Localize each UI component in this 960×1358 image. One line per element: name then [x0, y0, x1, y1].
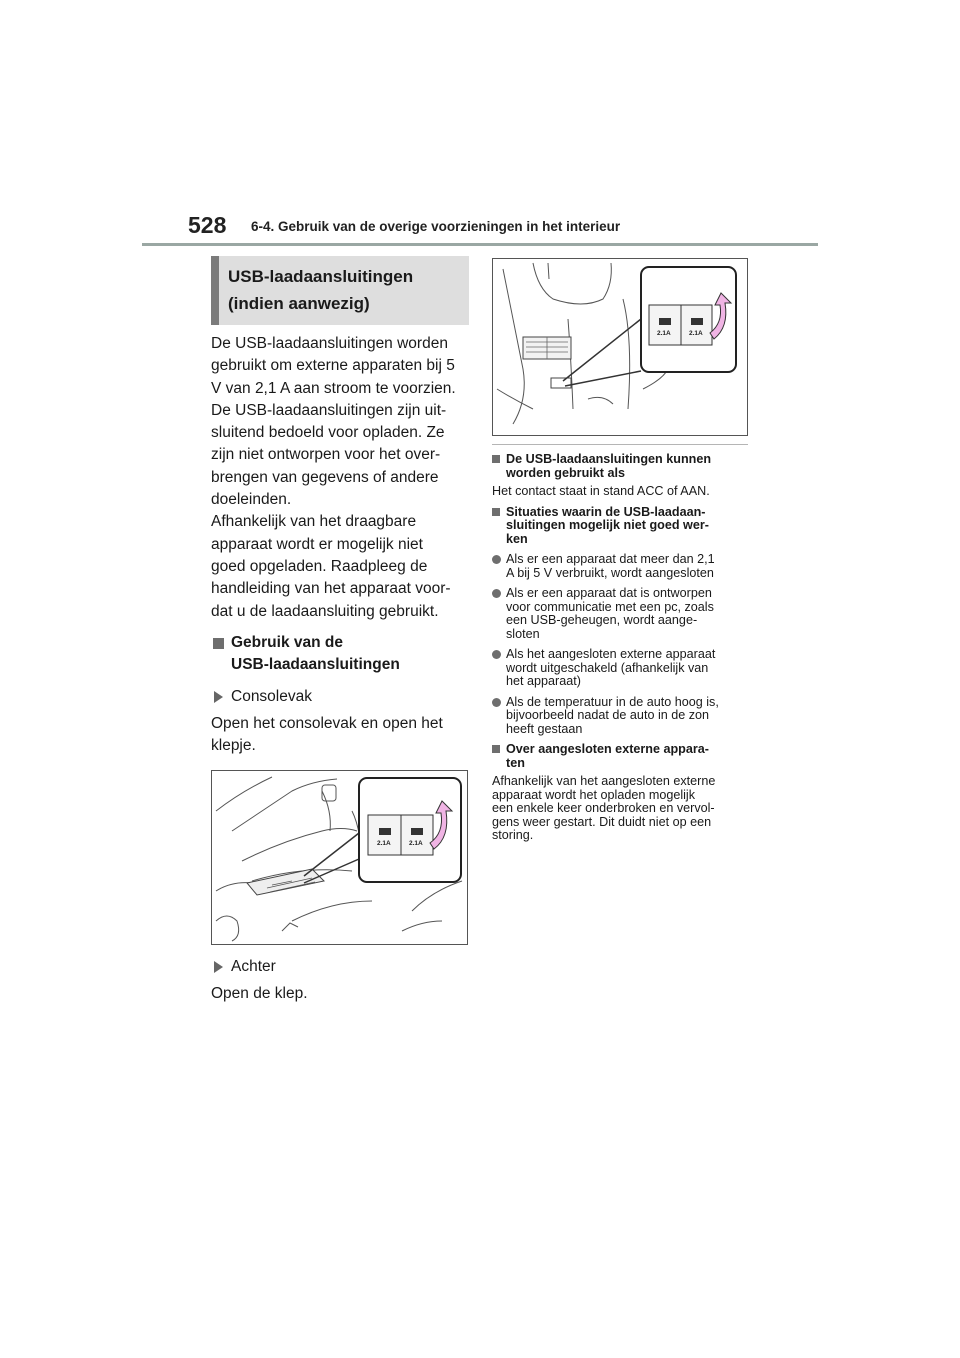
square-bullet-icon — [492, 745, 500, 753]
text-line: storing. — [492, 828, 534, 842]
header-rule — [142, 243, 818, 246]
section-title-box — [211, 256, 469, 325]
round-bullet-icon — [492, 589, 501, 598]
item-console-label: Consolevak — [231, 687, 312, 705]
subheading-line: Over aangesloten externe appara- — [506, 742, 709, 756]
text-line: zijn niet ontworpen voor het over- — [211, 446, 441, 464]
subheading-external-devices — [492, 743, 748, 770]
text-line: apparaat wordt er mogelijk niet — [211, 535, 423, 553]
text-line: Open de klep. — [211, 985, 308, 1003]
bullet-item — [492, 587, 748, 641]
round-bullet-icon — [492, 650, 501, 659]
running-header: 6-4. Gebruik van de overige voorzieningen in het interieur — [251, 219, 621, 234]
item-console-text — [211, 713, 469, 758]
text-line: gens weer gestart. Dit duidt niet op een — [492, 814, 712, 829]
text-line: dat u de laadaansluiting gebruikt. — [211, 602, 439, 620]
text-line: brengen van gegevens of andere — [211, 468, 439, 486]
text-line: gebruikt om externe apparaten bij 5 — [211, 357, 455, 375]
subheading-line: sluitingen mogelijk niet goed wer- — [506, 518, 709, 532]
subheading-line: Gebruik van de — [231, 633, 343, 651]
text-line: doeleinden. — [211, 491, 292, 509]
bullet-item — [492, 553, 748, 580]
usable-when-text — [492, 485, 748, 499]
subheading-line: De USB-laadaansluitingen kunnen — [506, 452, 712, 466]
text-line: Het contact staat in stand ACC of AAN. — [492, 484, 710, 498]
text-line: bijvoorbeeld nadat de auto in de zon — [506, 708, 710, 722]
square-bullet-icon — [492, 508, 500, 516]
subheading-usage — [211, 632, 469, 677]
item-console — [211, 686, 469, 708]
subheading-line: ten — [506, 755, 525, 770]
triangle-bullet-icon — [214, 691, 223, 703]
divider — [492, 444, 748, 445]
item-rear-label: Achter — [231, 958, 276, 976]
text-line: klepje. — [211, 737, 256, 755]
section-title-line: (indien aanwezig) — [228, 294, 370, 313]
round-bullet-icon — [492, 698, 501, 707]
text-line: A bij 5 V verbruikt, wordt aangesloten — [506, 565, 714, 580]
text-line: Als er een apparaat dat meer dan 2,1 — [506, 552, 715, 566]
text-line: wordt uitgeschakeld (afhankelijk van — [506, 660, 709, 675]
port-label-2: 2.1A — [409, 840, 423, 848]
port-label-1: 2.1A — [377, 840, 391, 848]
text-line: Afhankelijk van het aangesloten externe — [492, 774, 716, 788]
rear-figure — [492, 258, 748, 436]
text-line: De USB-laadaansluitingen zijn uit- — [211, 401, 447, 419]
text-line: apparaat wordt het opladen mogelijk — [492, 787, 696, 802]
square-bullet-icon — [492, 455, 500, 463]
console-illustration — [212, 771, 467, 944]
text-line: Open het consolevak en open het — [211, 714, 443, 732]
text-line: Als er een apparaat dat is ontworpen — [506, 586, 712, 600]
section-title-line: USB-laadaansluitingen — [228, 267, 414, 286]
subheading-usable-when — [492, 453, 748, 480]
text-line: het apparaat) — [506, 674, 581, 688]
port-label-2: 2.1A — [689, 330, 703, 337]
subheading-situations — [492, 506, 748, 547]
text-line: De USB-laadaansluitingen worden — [211, 335, 448, 352]
text-line: Afhankelijk van het draagbare — [211, 513, 417, 531]
text-line: sloten — [506, 626, 540, 641]
text-line: goed opgeladen. Raadpleeg de — [211, 557, 428, 575]
bullet-item — [492, 648, 748, 689]
text-line: sluitend bedoeld voor opladen. Ze — [211, 424, 445, 442]
subheading-line: ken — [506, 531, 528, 546]
text-line: een USB-geheugen, wordt aange- — [506, 613, 698, 627]
text-line: heeft gestaan — [506, 721, 583, 736]
page-number: 528 — [188, 212, 227, 238]
item-rear-text — [211, 983, 469, 1005]
port-label-1: 2.1A — [657, 330, 671, 337]
text-line: V van 2,1 A aan stroom te voorzien. — [211, 379, 456, 397]
subheading-line: Situaties waarin de USB-laadaan- — [506, 504, 706, 519]
intro-paragraph — [211, 333, 469, 623]
subheading-line: worden gebruikt als — [506, 465, 625, 480]
console-figure — [211, 770, 468, 945]
subheading-line: USB-laadaansluitingen — [231, 656, 400, 674]
bullet-item — [492, 696, 748, 737]
text-line: voor communicatie met een pc, zoals — [506, 599, 714, 614]
left-column — [211, 256, 469, 1006]
square-bullet-icon — [213, 638, 224, 649]
triangle-bullet-icon — [214, 961, 223, 973]
text-line: Als het aangesloten externe apparaat — [506, 647, 716, 661]
round-bullet-icon — [492, 555, 501, 564]
text-line: handleiding van het apparaat voor- — [211, 580, 451, 598]
text-line: een enkele keer onderbroken en vervol- — [492, 801, 715, 815]
item-rear — [211, 956, 469, 978]
right-column — [492, 258, 748, 843]
external-devices-text — [492, 775, 748, 843]
rear-illustration — [493, 259, 747, 435]
text-line: Als de temperatuur in de auto hoog is, — [506, 694, 719, 709]
